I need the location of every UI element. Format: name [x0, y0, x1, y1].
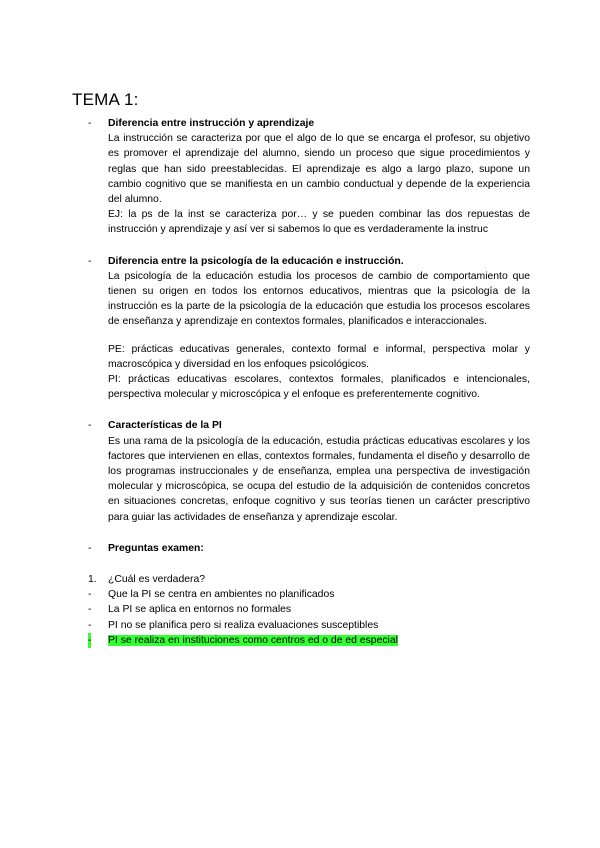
section-heading: Diferencia entre la psicología de la educación e instrucción. [108, 255, 404, 267]
section-heading: Diferencia entre instrucción y aprendizaje [108, 118, 315, 129]
section-heading: Preguntas examen: [108, 542, 204, 554]
question-text: ¿Cuál es verdadera? [108, 574, 206, 586]
section-paragraph: Es una rama de la psicología de la educación, estudia prácticas educativas escolares y los factores que intervienen en ellas, contextos formales, fundamenta el diseño y desarrollo de los programas instruccionales y de enseñanza, emplea una perspectiva de investigación molecular y microscópica, se ocupa del estudio de la adquisición de contenidos concretos en situaciones concretas, enfoque cognitivo y sus teorías tienen un carácter prescriptivo para guiar las actividades de enseñanza y aprendizaje escolar. [108, 435, 530, 523]
section-paragraph: PE: prácticas educativas generales, contexto formal e informal, perspectiva molar y macroscópica y diversidad en los enfoques psicológicos. [108, 343, 530, 370]
bullet-marker: - [88, 542, 92, 554]
answer-option [88, 618, 530, 633]
bullet-marker: - [88, 619, 92, 631]
document-body [88, 116, 530, 648]
section-preguntas-examen [88, 541, 530, 556]
section-paragraph: La instrucción se caracteriza por que el algo de lo que se encarga el profesor, su objetivo es promover el aprendizaje del alumno, siendo un proceso que sigue procedimientos y reglas que han sido preestablecidas. El aprendizaje es algo a largo plazo, supone un cambio cognitivo que se manifiesta en un cambio conductual y depende de la experiencia del alumno. [108, 133, 530, 206]
question-number: 1. [88, 574, 97, 586]
bullet-marker: - [88, 633, 91, 648]
bullet-marker: - [88, 420, 92, 432]
answer-option [88, 602, 530, 617]
section-instruccion-aprendizaje [88, 116, 530, 238]
answer-option [88, 587, 530, 602]
bullet-marker: - [88, 255, 92, 267]
section-paragraph: PI: prácticas educativas escolares, contextos formales, planificados e intencionales, perspectiva molecular y microscópica y el enfoque es preferentemente cognitivo. [108, 374, 530, 401]
section-heading: Características de la PI [108, 420, 222, 432]
bullet-marker: - [88, 589, 92, 601]
bullet-marker: - [88, 118, 92, 129]
section-psicologia-educacion-instruccion [88, 254, 530, 403]
answer-option-correct [88, 633, 530, 648]
answer-option-text: PI no se planifica pero si realiza evaluaciones susceptibles [108, 619, 379, 631]
question-item [88, 572, 530, 587]
highlighted-answer-text: PI se realiza en instituciones como centros ed o de ed especial [108, 634, 398, 646]
section-caracteristicas-pi [88, 418, 530, 524]
page-title: TEMA 1: [72, 90, 139, 109]
answer-option-text: Que la PI se centra en ambientes no planificados [108, 589, 335, 601]
bullet-marker: - [88, 604, 92, 616]
section-paragraph: La psicología de la educación estudia los procesos de cambio de comportamiento que tienen su origen en todos los entornos educativos, mientras que la psicología de la instrucción es la parte de la psicología de la educación que estudia los procesos escolares de enseñanza y aprendizaje en contextos formales, planificados e interaccionales. [108, 270, 530, 328]
section-paragraph: EJ: la ps de la inst se caracteriza por… y se pueden combinar las dos repuestas de instrucción y aprendizaje y así ver si sabemos lo que es verdaderamente la instruc [108, 209, 530, 236]
answer-option-text: La PI se aplica en entornos no formales [108, 604, 292, 616]
